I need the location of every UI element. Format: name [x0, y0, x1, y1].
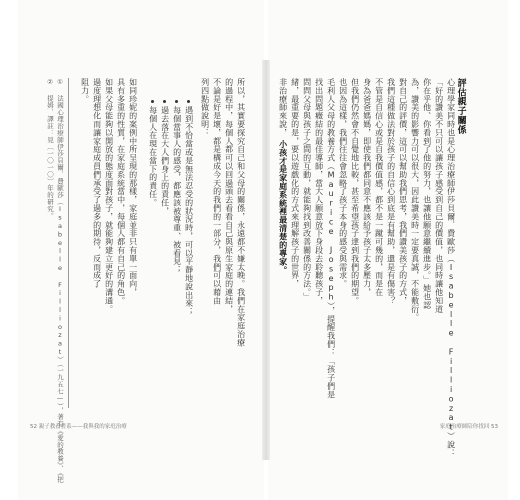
body-column: 過度理想化而讓家庭成員們承受了過多的期待，反而成了	[92, 78, 102, 288]
body-column: 也因為這樣，我們往往會忽略了孩子本身的感受與需求。	[338, 78, 348, 288]
footnote: ② 提姆．譯註：見〔一〇一〇〕年的研究。	[46, 78, 54, 219]
body-column: 如果父母能夠以開放的態度面對孩子，就能夠建立更好的溝通。	[104, 78, 114, 314]
body-column: 心理學家同時也是心理治療師伊莎貝爾．費歐莎（Isabelle Filliozat）說：	[446, 78, 456, 458]
body-column: 你在乎他、你看到了他的努力，也讓他願意繼續進步。」她也認	[422, 78, 432, 310]
body-column: 阻力。	[80, 78, 90, 104]
body-column: 身為爸爸媽媽，即使我們都同意不應該給予孩子太多壓力，	[362, 78, 372, 297]
bullet-dot	[187, 100, 190, 103]
body-column: 我們這種做法對於孩子的自信心到底是有幫助，還是有傷害？	[386, 78, 396, 305]
emphasis-text: 小孩才是家庭系統裡最清楚的專家。	[278, 140, 288, 275]
body-column: 列四點做說明：	[200, 78, 210, 137]
footnote-rule	[68, 78, 69, 408]
body-column: 對自己的評價，這可以幫助我們思考，我們讚美孩子的方式，	[398, 78, 408, 305]
bullet-item: 過去落在大人們身上的責任，	[160, 106, 170, 216]
left-page-folio: 52 親子教養書系——我與我的家庭治療	[30, 424, 127, 430]
body-column: 為，讚美的影響力可以很大，因此讚美時一定要真誠，不能敷衍。	[410, 78, 420, 322]
bullet-item: 每個當事人的感受，都應該被尊重、被看見；	[172, 106, 182, 274]
bullet-dot	[151, 100, 154, 103]
body-column: 具有多重的性質，在家庭系統當中，每個人都有自己的角色。	[116, 78, 126, 305]
bullet-item: 遇到不恰當或是無法忍受的狀況時，可以平靜地說出來；	[184, 106, 194, 316]
book-gutter	[262, 60, 270, 460]
body-column: 緒，最重要的是，要以遊戲化的方式來理解孩子的世界，	[290, 78, 300, 288]
body-column: 找出問題癥結的最佳導師，當大人願意放下身段去聆聽孩子，	[314, 78, 324, 305]
bullet-dot	[175, 100, 178, 103]
body-column: 毛利人父母的教養方式（Maurice Joseph），提醒我們：「孩子們是	[326, 78, 336, 399]
body-column: 所以，其實要探究自己和父母的關係，永遠都不嫌太晚。我們在家庭治療	[236, 78, 246, 347]
section-heading: 評估親子關係	[455, 78, 466, 135]
body-column: 非治療師來說，	[278, 78, 288, 137]
body-column: 如同珍妮的案例中所呈現的那樣，家庭並非只有單一面向，	[128, 78, 138, 297]
body-column: 問問父母與孩子之間的互動，就能夠找到改善關係的方法。」	[302, 78, 312, 301]
footnote: ① 法國心理治療師伊莎貝爾．費歐莎（Isabelle Filliozat）（一九五七—），著有《愛的教養》、《把	[56, 78, 64, 483]
body-column: 「好的讚美不只可以讓孩子感受到自己的價值，也同時讓他知道	[434, 78, 444, 314]
body-column: 但我們仍然會不自覺地比較，甚至希望孩子達到我們的期望。	[350, 78, 360, 305]
bullet-item: 每個人在現在當下的責任。	[148, 106, 158, 207]
body-column: 不論是好是壞，都是構成今天的我們的一部分，我們可以藉由	[212, 78, 222, 305]
bullet-dot	[163, 100, 166, 103]
body-column: 不管是自信心或是自我價值感，都不是一蹴可幾的，而是在	[374, 78, 384, 297]
right-page-folio: 家庭治療師陪你找回 53	[439, 424, 498, 430]
body-column: 的過程中，每個人都可以回過頭去看看自己與原生家庭的連結，	[224, 78, 234, 314]
